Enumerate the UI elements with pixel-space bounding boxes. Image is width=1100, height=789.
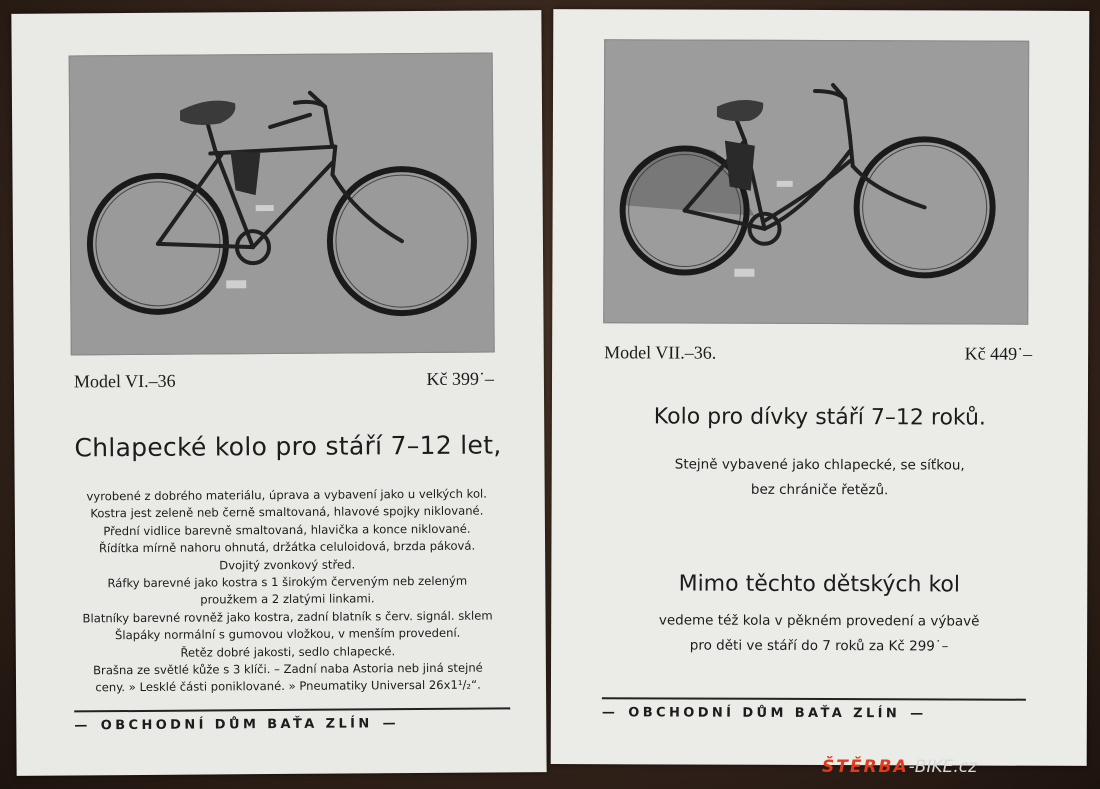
spec-line: Kostra jest zeleně neb černě smaltovaná, hlavové spojky niklované. xyxy=(90,503,484,521)
spec-line: Přední vidlice barevně smaltovaná, hlavička a konce niklované. xyxy=(103,521,471,539)
spec-line: Řídítka mírně nahoru ohnutá, držátka celuloidová, brzda páková. xyxy=(98,538,476,556)
store-footer xyxy=(602,705,1026,721)
footer-dash: — xyxy=(910,706,927,722)
store-footer xyxy=(74,715,510,733)
boys-bicycle-photo xyxy=(69,53,495,356)
spec-line: Brašna ze světlé kůže s 3 klíči. – Zadní naba Astoria neb jiná stejné xyxy=(93,660,483,678)
spec-line: ceny. » Lesklé části poniklované. » Pneumatiky Universal 26x1¹/₂“. xyxy=(95,678,481,695)
model-price-row xyxy=(74,368,494,392)
boys-bicycle-illustration xyxy=(70,54,494,355)
right-catalog-page xyxy=(551,9,1090,766)
subtext xyxy=(552,452,1088,504)
secondary-headline: Mimo těchto dětských kol xyxy=(678,571,961,598)
headline: Chlapecké kolo pro stáří 7–12 let, xyxy=(74,430,502,463)
site-watermark xyxy=(822,757,977,777)
subtext-line: vedeme též kola v pěkném provedení a výbavě xyxy=(658,612,980,630)
watermark-brand: ŠTĚRBA xyxy=(822,757,909,777)
footer-dash: — xyxy=(382,716,400,732)
store-name: OBCHODNÍ DŮM BAŤA ZLÍN xyxy=(100,716,373,734)
model-price-row xyxy=(604,342,1032,364)
subtext-line: pro děti ve stáří do 7 roků za Kč 299˙– xyxy=(689,637,949,655)
model-label: Model VII.–36. xyxy=(604,342,717,363)
headline: Kolo pro dívky stáří 7–12 roků. xyxy=(653,404,987,431)
footer-dash: — xyxy=(74,718,91,734)
price-label: Kč 449˙– xyxy=(964,343,1033,364)
subtext-line: Stejně vybavené jako chlapecké, se síťkou, xyxy=(674,456,965,474)
spec-line: Ráfky barevné jako kostra s 1 širokým červeným neb zeleným xyxy=(107,573,468,591)
watermark-suffix: -BIKE.cz xyxy=(908,757,978,777)
left-catalog-page xyxy=(11,10,546,776)
spec-line: vyrobené z dobrého materiálu, úprava a vybavení jako u velkých kol. xyxy=(86,486,487,504)
spec-line: proužkem a 2 zlatými linkami. xyxy=(200,591,375,607)
subtext-line: bez chrániče řetězů. xyxy=(750,481,889,499)
secondary-subtext xyxy=(551,608,1087,660)
footer-rule xyxy=(602,697,1026,700)
price-label: Kč 399˙– xyxy=(426,368,494,389)
spec-line: Dvojitý zvonkový střed. xyxy=(219,557,356,573)
spec-list xyxy=(67,485,508,697)
footer-rule xyxy=(74,707,510,712)
spec-line: Blatníky barevné rovněž jako kostra, zadní blatník s červ. signál. sklem xyxy=(82,608,493,626)
model-label: Model VI.–36 xyxy=(73,370,176,392)
spec-line: Šlapáky normální s gumovou vložkou, v menším provedení. xyxy=(114,625,461,643)
girls-bicycle-illustration xyxy=(604,40,1028,323)
footer-dash: — xyxy=(601,705,619,721)
girls-bicycle-photo xyxy=(603,39,1029,324)
spec-line: Řetěz dobré jakosti, sedlo chlapecké. xyxy=(180,643,396,660)
store-name: OBCHODNÍ DŮM BAŤA ZLÍN xyxy=(628,705,901,722)
